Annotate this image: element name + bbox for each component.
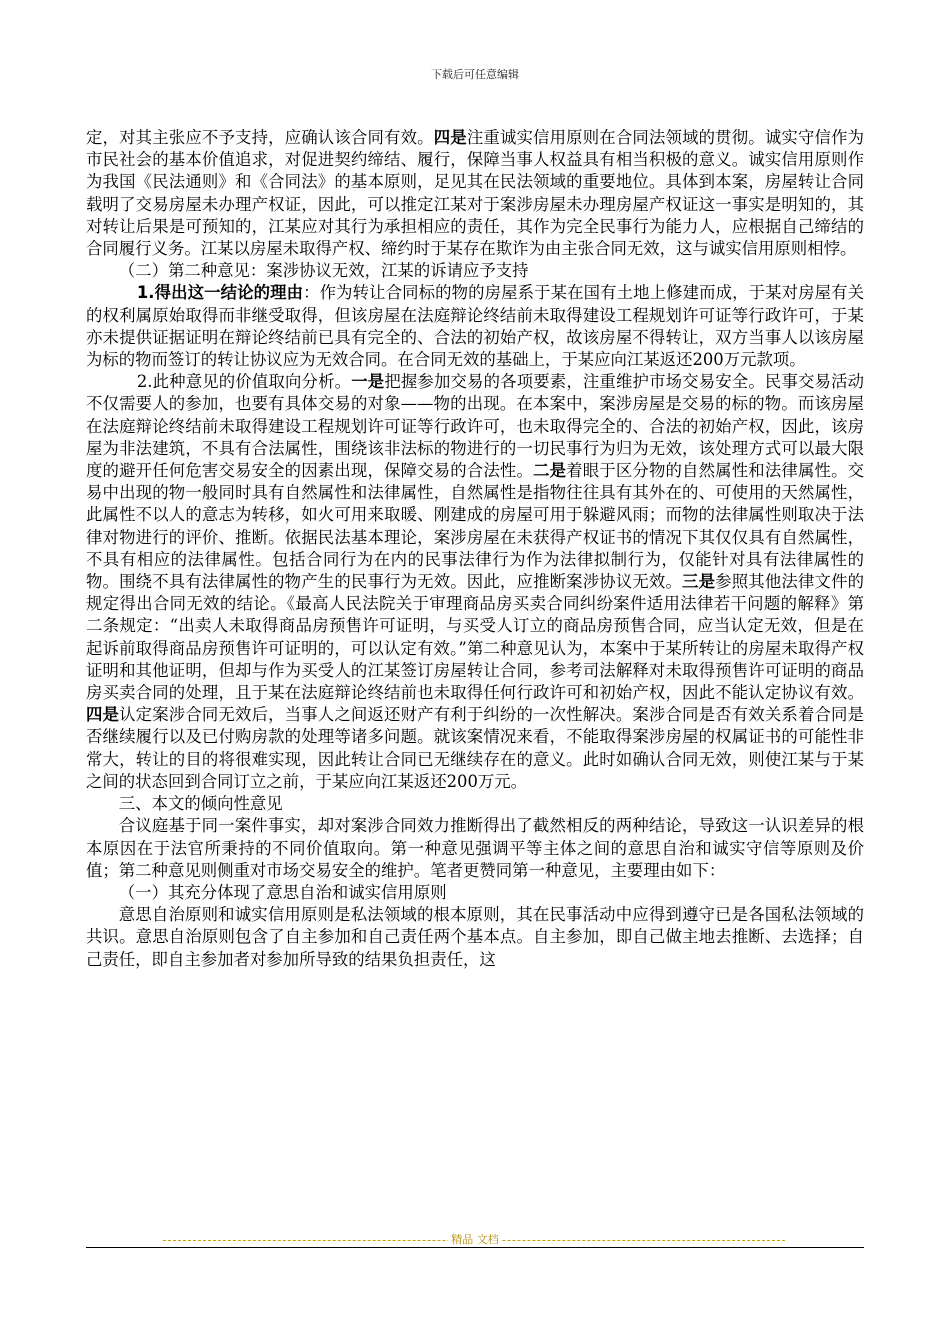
text-run: 定，对其主张应不予支持，应确认该合同有效。 [86, 128, 434, 147]
footer-label: 精品 文档 [448, 1231, 502, 1247]
section-heading-second-opinion [86, 260, 864, 282]
subsection-heading-autonomy [86, 882, 864, 904]
document-body [86, 127, 864, 971]
text-run: （二）第二种意见：案涉协议无效，江某的诉请应予支持 [118, 261, 529, 281]
text-run: 意思自治原则和诚实信用原则是私法领域的根本原则，其在民事活动中应得到遵守已是各国私法领域的共识。意思自治原则包含了自主参加和自己责任两个基本点。自主参加，即自己做主地去推断、去选择；自己责任，即自主参加者对参加所导致的结果负担责任，这 [86, 905, 864, 969]
text-run: 注重诚实信用原则在合同法领域的贯彻。诚实守信作为市民社会的基本价值追求，对促进契约缔结、履行，保障当事人权益具有相当积极的意义。诚实信用原则作为我国《民法通则》和《合同法》的基本原则，足见其在民法领域的重要地位。具体到本案，房屋转让合同载明了交易房屋未办理产权证，因此，可以推定江某对于案涉房屋未办理房屋产权证这一事实是明知的，其对转让后果是可预知的，江某应对其行为承担相应的责任，其作为完全民事行为能力人，应根据自己缔结的合同履行义务。江某以房屋未取得产权、缔约时于某存在欺诈为由主张合同无效，这与诚实信用原则相悖。 [86, 128, 865, 259]
bold-text-run: 二是 [533, 461, 567, 481]
bold-text-run: 1.得出这一结论的理由 [136, 283, 304, 303]
paragraph-autonomy [86, 904, 864, 971]
paragraph-reason [86, 282, 864, 371]
text-run: （一）其充分体现了意思自治和诚实信用原则 [118, 882, 447, 902]
text-run: 认定案涉合同无效后，当事人之间返还财产有利于纠纷的一次性解决。案涉合同是否有效关系着合同是否继续履行以及已付购房款的处理等诸多问题。就该案情况来看，不能取得案涉房屋的权属证书的可能性非常大，转让的目的将很难实现，因此转让合同已无继续存在的意义。此时如确认合同无效，则使江某与于某之间的状态回到合同订立之前，于某应向江某返还200万元。 [86, 705, 865, 791]
paragraph-continuation [86, 127, 864, 260]
paragraph-value-analysis [86, 371, 864, 793]
page-header-note: 下载后可任意编辑 [431, 68, 519, 81]
bold-text-run: 四是 [433, 128, 467, 147]
footer-label-wrap [0, 1228, 950, 1247]
bold-text-run: 一是 [351, 372, 385, 392]
text-run: 2.此种意见的价值取向分析。 [136, 372, 352, 392]
text-run: 着眼于区分物的自然属性和法律属性。交易中出现的物一般同时具有自然属性和法律属性，自然属性是指物往往具有其外在的、可使用的天然属性，此属性不以人的意志为转移，如火可用来取暖、刚建成的房屋可用于躲避风雨；而物的法律属性则取决于法律对物进行的评价、推断。依据民法基本理论，案涉房屋在未获得产权证书的情况下其仅仅具有自然属性，不具有相应的法律属性。包括合同行为在内的民事法律行为作为法律拟制行为，仅能针对具有法律属性的物。围绕不具有法律属性的物产生的民事行为无效。因此，应推断案涉协议无效。 [86, 461, 865, 592]
bold-text-run: 四是 [86, 705, 120, 725]
paragraph-court-opinion [86, 815, 864, 882]
footer-rule [86, 1247, 864, 1248]
text-run: 三、本文的倾向性意见 [118, 794, 283, 814]
text-run: 合议庭基于同一案件事实，却对案涉合同效力推断得出了截然相反的两种结论，导致这一认识差异的根本原因在于法官所秉持的不同价值取向。第一种意见强调平等主体之间的意思自治和诚实守信等原则及价值；第二种意见则侧重对市场交易安全的维护。笔者更赞同第一种意见，主要理由如下： [86, 816, 864, 880]
text-run: 把握参加交易的各项要素，注重维护市场交易安全。民事交易活动不仅需要人的参加，也要有具体交易的对象——物的出现。在本案中，案涉房屋是交易的标的物。而该房屋在法庭辩论终结前未取得建设工程规划许可证等行政许可，也未取得完全的、合法的初始产权，因此，该房屋为非法建筑，不具有合法属性，围绕该非法标的物进行的一切民事行为归为无效，该处理方式可以最大限度的避开任何危害交易安全的因素出现，保障交易的合法性。 [86, 372, 865, 481]
text-run: 参照其他法律文件的规定得出合同无效的结论。《最高人民法院关于审理商品房买卖合同纠纷案件适用法律若干问题的解释》第二条规定：“出卖人未取得商品房预售许可证明，与买受人订立的商品房预售合同，应当认定无效，但是在起诉前取得商品房预售许可证明的，可以认定有效。”第二种意见认为，本案中于某所转让的房屋未取得产权证明和其他证明，但却与作为买受人的江某签订房屋转让合同，参考司法解释对未取得预售许可证明的商品房买卖合同的处理，且于某在法庭辩论终结前也未取得任何行政许可和初始产权，因此不能认定协议有效。 [86, 572, 865, 703]
bold-text-run: 三是 [682, 572, 716, 592]
section-heading-part-three [86, 793, 864, 815]
text-run: ：作为转让合同标的物的房屋系于某在国有土地上修建而成，于某对房屋有关的权利属原始取得而非继受取得，但该房屋在法庭辩论终结前未取得建设工程规划许可证等行政许可，于某亦未提供证据证明在辩论终结前已具有完全的、合法的初始产权，故该房屋不得转让，双方当事人以该房屋为标的物而签订的转让协议应为无效合同。在合同无效的基础上，于某应向江某返还200万元款项。 [86, 283, 864, 370]
